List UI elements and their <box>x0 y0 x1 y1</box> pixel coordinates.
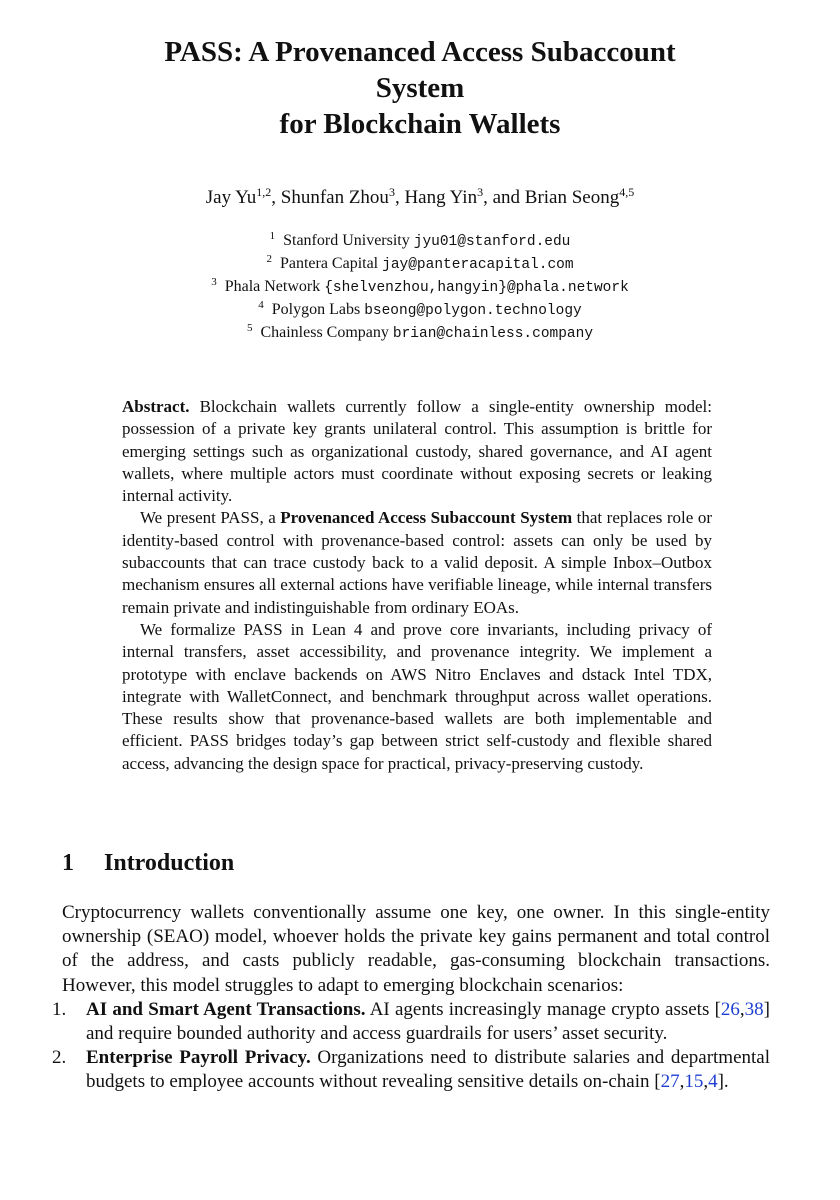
affiliation-org: Chainless Company <box>260 324 389 341</box>
affiliation-org: Polygon Labs <box>271 301 361 318</box>
author-affil-sup: 4,5 <box>619 185 635 199</box>
citation-link[interactable]: 26 <box>720 998 740 1020</box>
author-affil-sup: 3 <box>477 185 484 199</box>
affiliation-list <box>60 230 780 345</box>
author-separator: , <box>271 187 281 208</box>
abstract-text: that replaces role or identity-based control with provenance-based control: assets can only be used by subaccounts that can trace custody back to a valid deposit. A simple Inbox–Outbox mechanism ensures all external actions have verifiable lineage, while internal transfers remain private and indistinguishable from ordinary EOAs. <box>122 508 712 617</box>
affiliation-row <box>60 276 780 299</box>
list-item: 1. AI and Smart Agent Transactions. AI agents increasingly manage crypto assets [26,38] and require bounded authority and access guardrails for users’ asset security. <box>52 998 770 1045</box>
affiliation-email[interactable]: jyu01@stanford.edu <box>413 234 571 250</box>
list-item-title: Enterprise Payroll Privacy. <box>86 1047 311 1069</box>
abstract-label: Abstract. <box>122 397 190 416</box>
affiliation-row <box>60 299 780 322</box>
author-separator: , <box>394 187 405 208</box>
intro-body <box>52 901 771 1095</box>
abstract-emphasis: Provenanced Access Subaccount System <box>280 508 573 528</box>
section-number: 1 <box>62 850 74 876</box>
title-line-2: System <box>375 72 465 104</box>
author-name: Hang Yin <box>404 187 478 208</box>
abstract-text: We present PASS, a <box>140 508 281 528</box>
list-item-text: AI agents increasingly manage crypto assets [ <box>365 998 721 1020</box>
affiliation-email[interactable]: bseong@polygon.technology <box>364 303 582 319</box>
list-number: 2. <box>52 1047 67 1069</box>
affiliation-row <box>60 253 780 276</box>
affiliation-number: 2 <box>266 253 272 265</box>
citation-link[interactable]: 38 <box>744 998 764 1020</box>
citation-link[interactable]: 27 <box>660 1071 680 1093</box>
list-item-text: Organizations need to distribute salaries and departmental budgets to employee accounts without revealing sensitive details on-chain [ <box>86 1047 771 1093</box>
list-item: 2. Enterprise Payroll Privacy. Organizations need to distribute salaries and departmental budgets to employee accounts without revealing sensitive details on-chain [27,15,4]. <box>52 1047 771 1093</box>
author-name: Shunfan Zhou <box>280 187 389 208</box>
abstract-paragraph-1 <box>122 396 712 507</box>
author-separator: , and <box>483 187 525 208</box>
paper-title <box>60 34 780 142</box>
affiliation-row <box>60 322 780 345</box>
affiliation-email[interactable]: brian@chainless.company <box>392 326 594 342</box>
abstract <box>122 396 712 775</box>
section-title: Introduction <box>104 850 235 876</box>
author-list <box>60 186 780 210</box>
title-line-1: PASS: A Provenanced Access Subaccount <box>164 36 676 68</box>
intro-paragraph: Cryptocurrency wallets conventionally assume one key, one owner. In this single-entity ownership (SEAO) model, whoever holds the private key gains permanent and total control of the address, and casts publicly readable, gas-consuming blockchain transactions. However, this model struggles to adapt to emerging blockchain scenarios: <box>62 902 770 996</box>
author-affil-sup: 1,2 <box>256 185 272 199</box>
list-number: 1. <box>52 998 67 1020</box>
affiliation-number: 5 <box>246 322 253 334</box>
section-heading <box>62 848 234 878</box>
title-line-3: for Blockchain Wallets <box>279 108 561 140</box>
affiliation-org: Pantera Capital <box>279 255 379 272</box>
list-item-text: ]. <box>717 1071 729 1093</box>
list-item-text: ] and require bounded authority and access guardrails for users’ asset security. <box>86 998 770 1045</box>
affiliation-number: 3 <box>211 276 217 288</box>
citation-link[interactable]: 4 <box>708 1071 718 1093</box>
abstract-paragraph-3: We formalize PASS in Lean 4 and prove core invariants, including privacy of internal transfers, asset accessibility, and provenance integrity. We implement a prototype with enclave backends on AWS Nitro Enclaves and dstack Intel TDX, integrate with WalletConnect, and benchmark throughput across wallet operations. These results show that provenance-based wallets are both implementable and efficient. PASS bridges today’s gap between strict self-custody and flexible shared access, advancing the design space for practical, privacy-preserving custody. <box>122 619 712 773</box>
author-affil-sup: 3 <box>388 185 395 199</box>
intro-list <box>52 998 771 1095</box>
affiliation-email[interactable]: jay@panteracapital.com <box>382 257 574 273</box>
affiliation-email[interactable]: {shelvenzhou,hangyin}@phala.network <box>324 280 629 296</box>
citation-link[interactable]: 15 <box>684 1071 704 1093</box>
affiliation-org: Stanford University <box>283 232 410 249</box>
affiliation-number: 4 <box>258 299 264 311</box>
list-item-title: AI and Smart Agent Transactions. <box>86 998 366 1020</box>
affiliation-number: 1 <box>269 230 276 242</box>
affiliation-org: Phala Network <box>224 278 321 295</box>
affiliation-row <box>60 230 780 253</box>
author-name: Brian Seong <box>524 187 620 208</box>
abstract-text: Blockchain wallets currently follow a single-entity ownership model: possession of a private key grants unilateral control. This assumption is brittle for emerging settings such as organizational custody, shared governance, and AI agent wallets, where multiple actors must coordinate without exposing secrets or leaking internal activity. <box>122 397 712 506</box>
author-name: Jay Yu <box>205 187 257 208</box>
abstract-paragraph-2 <box>122 507 712 618</box>
